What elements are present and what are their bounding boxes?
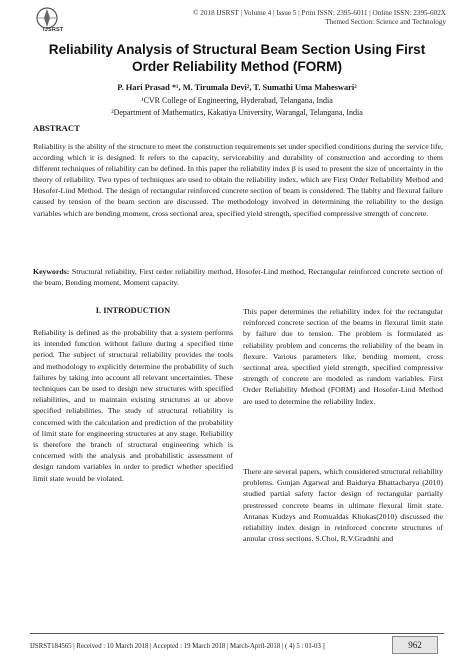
page-number: 962 [392,636,438,654]
footer-citation: IJSRST184565 | Received : 10 March 2018 | Accepted : 19 March 2018 | March-April-2018 | ( 4) 5 : 01-03 ] [30,643,325,650]
keywords-list: Structural reliability, First order reliability method, Hosofer-Lind method, Rectangular reinforced concrete section of the beam, Bending moment, Moment capacity. [33,267,443,288]
journal-header [193,9,446,27]
keywords-label: Keywords: [33,267,70,276]
title-line-2: Order Reliability Method (FORM) [132,58,342,74]
title-line-1: Reliability Analysis of Structural Beam Section Using First [48,42,426,57]
author-list: P. Hari Prasad *¹, M. Tirumala Devi², T. Sumathi Uma Maheswari² [117,83,357,92]
footer-divider [30,633,444,634]
abstract-text: Reliability is the ability of the structure to meet the construction requirements set under specified conditions during the service life, according which it is designed. It refers to the capacity, serviceability and durability of construction and according to them different techniques of reliability can be defined. In this paper the reliability index β is used to present the size of uncertainty in the theory of reliability. Two types of techniques are used to obtain the reliability index, which are First Order Reliability Method and Hosofer-Lind Method. The design of rectangular reinforced concrete section of beam is considered. The llablty and flexural failure caused by tension of the beam section are discussed. The methodology involved in determining the reliability to the design variables which are bending moment, cross sectional area, specified yield strength, specified compressive strength of concrete. [33,142,443,218]
abstract-heading: ABSTRACT [33,123,80,133]
header-themed-section: Themed Section: Science and Technology [325,18,446,26]
intro-left-paragraph: Reliability is defined as the probability that a system performs its intended function without failure during a specified time period. The subject of structural reliability provides the tools and methodology to explicitly determine the probability of such failures by taking into account all relevant uncertainties. These techniques can be used to design new structures with specified reliabilities, and to maintain existing structures at or above specified reliabilities. The study of structural reliability is concerned with the calculation and prediction of the probability of limit state for engineering structures at any stage. Reliability is therefore the branch of structural engineering which is concerned with the analysis and probabilistic assessment of design random variables in order to predict whether specified limit state would be violated. [33,328,233,483]
header-issn-line: © 2018 IJSRST | Volume 4 | Issue 5 | Print ISSN: 2395-6011 | Online ISSN: 2395-602X [193,9,446,17]
affiliation-1: ¹CVR College of Engineering, Hyderabad, Telangana, India [141,96,333,105]
affiliation-2: ²Department of Mathematics, Kakatiya University, Warangal, Telangana, India [111,108,363,117]
keywords [33,266,443,288]
journal-logo-text: IJSRST [43,27,64,33]
intro-right-paragraph-2: There are several papers, which considered structural reliability problems. Gunjan Agarwal and Baidurya Bhattacharya (2010) studied partial safety factor design of rectangular partially prestressed concrete beams in ultimate flexural limit state. Antanas Kudzys and Romualdas Kliukas(2010) discussed the reliability index design in reinforced concrete structures of annular cross sections. S.Choi, R.V.Gradnhi and [243,467,443,544]
section-heading-introduction: I. INTRODUCTION [95,306,171,315]
paper-title [20,42,454,75]
intro-right-paragraph-1: This paper determines the reliability index for the rectangular reinforced concrete section of the beams in flexural limit state by failure due to tension. The problem is formulated as reliability problem and concerns the reliability of the beam in flexure. Various parameters like, bending moment, cross sectional area, specified yield strength, specified compressive strength of concrete are modeled as random variables. First Order Reliability Method (FORM) and Hosofer-Lind Method are used to determine the reliability Index. [243,307,443,406]
